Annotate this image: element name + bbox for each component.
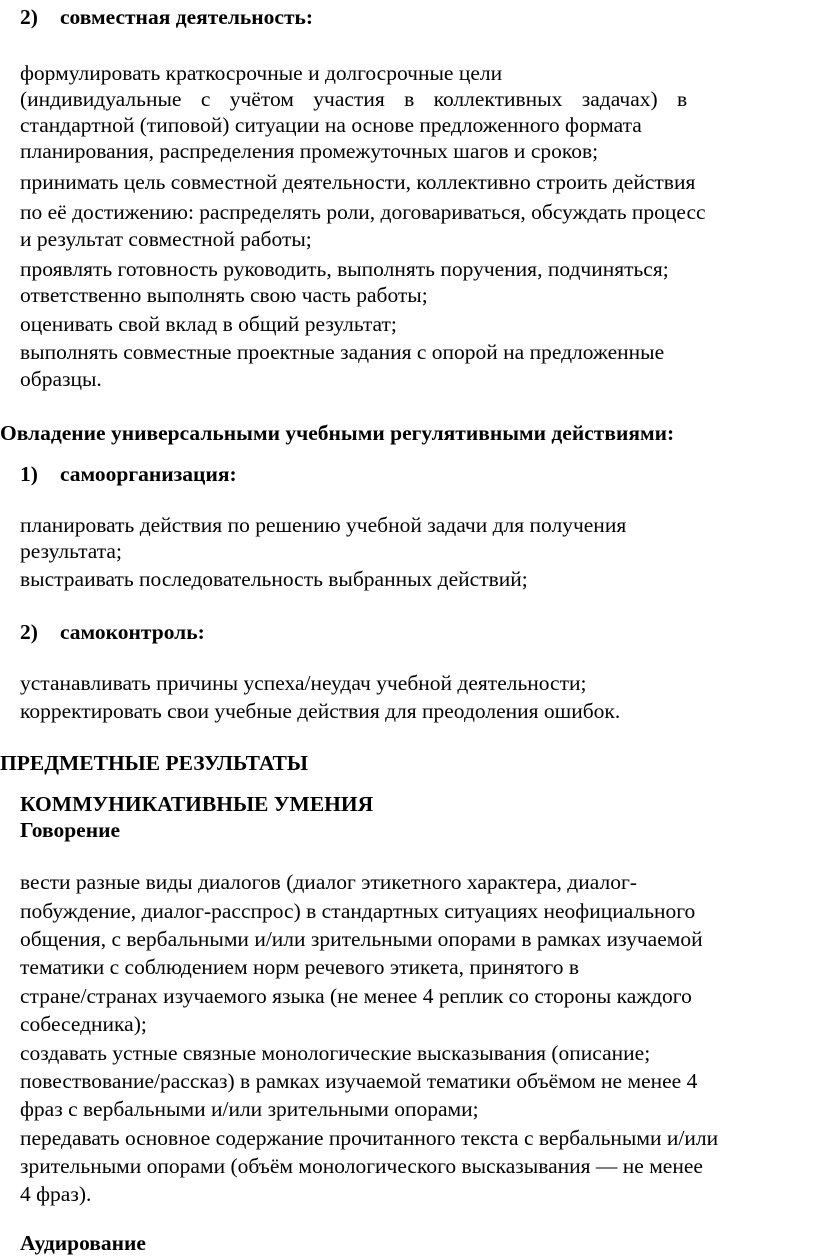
heading-speaking: Говорение <box>20 818 121 842</box>
text-line: корректировать свои учебные действия для преодоления ошибок. <box>20 699 621 723</box>
text-line: формулировать краткосрочные и долгосрочные цели <box>20 61 503 85</box>
text-line: планировать действия по решению учебной задачи для получения <box>20 513 627 537</box>
text-line: ответственно выполнять свою часть работы; <box>20 283 428 307</box>
text-line: фраз с вербальными и/или зрительными опорами; <box>20 1097 479 1121</box>
section-title: совместная деятельность: <box>60 5 314 29</box>
heading-regulatory-actions: Овладение универсальными учебными регулятивными действиями: <box>0 421 675 445</box>
text-line: зрительными опорами (объём монологического высказывания — не менее <box>20 1154 703 1178</box>
text-line: стране/странах изучаемого языка (не менее 4 реплик со стороны каждого <box>20 984 692 1008</box>
text-line: повествование/рассказ) в рамках изучаемой тематики объёмом не менее 4 <box>20 1069 698 1093</box>
text-line: общения, с вербальными и/или зрительными опорами в рамках изучаемой <box>20 927 703 951</box>
text-line: оценивать свой вклад в общий результат; <box>20 312 397 336</box>
subsection-title: самоконтроль: <box>60 620 205 644</box>
subsection-number: 2) <box>20 620 38 644</box>
text-line: результата; <box>20 539 122 563</box>
text-line: 4 фраз). <box>20 1182 92 1206</box>
text-line: собеседника); <box>20 1012 147 1036</box>
text-line: передавать основное содержание прочитанного текста с вербальными и/или <box>20 1126 719 1150</box>
text-line: выполнять совместные проектные задания с опорой на предложенные <box>20 340 665 364</box>
text-line: устанавливать причины успеха/неудач учебной деятельности; <box>20 671 587 695</box>
text-line: и результат совместной работы; <box>20 227 312 251</box>
subsection-title: самоорганизация: <box>60 462 237 486</box>
section-number: 2) <box>20 5 38 29</box>
text-line: вести разные виды диалогов (диалог этикетного характера, диалог- <box>20 870 637 894</box>
subsection-heading-self-control <box>20 619 205 645</box>
heading-communicative-skills: КОММУНИКАТИВНЫЕ УМЕНИЯ <box>20 792 374 816</box>
text-line: выстраивать последовательность выбранных действий; <box>20 567 528 591</box>
heading-subject-results: ПРЕДМЕТНЫЕ РЕЗУЛЬТАТЫ <box>0 751 308 775</box>
text-line: по её достижению: распределять роли, договариваться, обсуждать процесс <box>20 200 706 224</box>
text-line: тематики с соблюдением норм речевого этикета, принятого в <box>20 955 579 979</box>
text-line: создавать устные связные монологические высказывания (описание; <box>20 1041 651 1065</box>
text-line: стандартной (типовой) ситуации на основе предложенного формата <box>20 113 642 137</box>
text-line: побуждение, диалог-расспрос) в стандартных ситуациях неофициального <box>20 899 696 923</box>
text-line: (индивидуальные с учётом участия в коллективных задачах) в <box>20 87 688 111</box>
text-line: образцы. <box>20 367 102 391</box>
subsection-heading-self-organization <box>20 461 237 487</box>
text-line: планирования, распределения промежуточных шагов и сроков; <box>20 139 599 163</box>
text-line: принимать цель совместной деятельности, коллективно строить действия <box>20 170 696 194</box>
subsection-number: 1) <box>20 462 38 486</box>
heading-listening: Аудирование <box>20 1231 146 1255</box>
text-line: проявлять готовность руководить, выполнять поручения, подчиняться; <box>20 257 669 281</box>
section-heading-joint-activity <box>20 4 313 30</box>
